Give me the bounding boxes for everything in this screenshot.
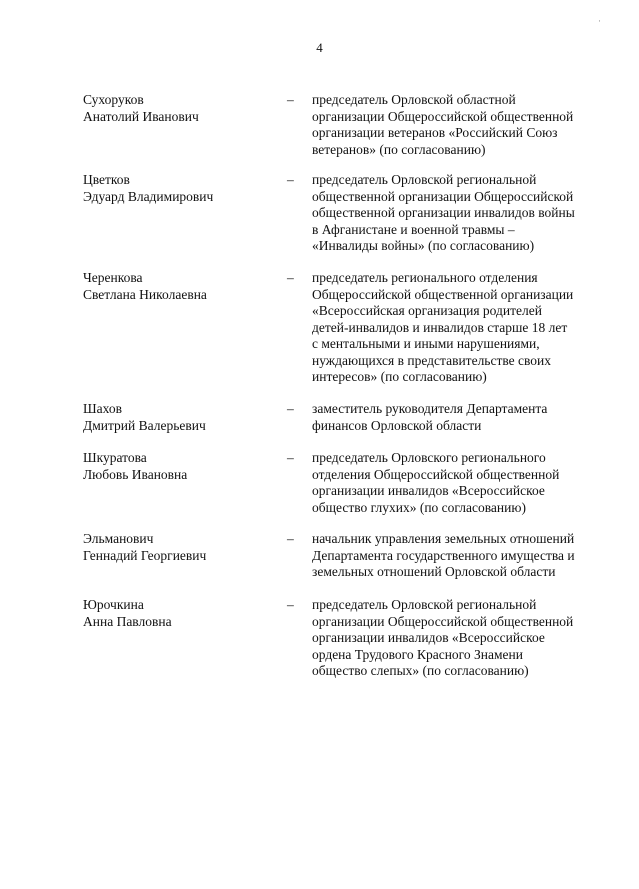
member-position (312, 531, 602, 581)
position-line: ветеранов» (по согласованию) (312, 141, 486, 157)
member-given-names: Геннадий Георгиевич (83, 547, 207, 563)
position-line: «Всероссийская организация родителей (312, 303, 542, 318)
member-given-names: Анатолий Иванович (83, 108, 199, 124)
position-line: общество глухих» (по согласованию) (312, 499, 526, 515)
member-position (312, 172, 602, 255)
position-line: «Инвалиды войны» (по согласованию) (312, 238, 535, 253)
member-surname: Шкуратова (83, 450, 147, 465)
position-line: Департамента государственного имущества и (312, 547, 575, 563)
position-line: организации Общероссийской общественной (312, 108, 574, 124)
position-line: начальник управления земельных отношений (312, 531, 575, 546)
position-line: председатель Орловской региональной (312, 172, 537, 187)
position-line: организации инвалидов «Всероссийское (312, 483, 545, 498)
member-position (312, 401, 602, 434)
position-line: Общероссийской общественной организации (312, 286, 574, 302)
member-surname: Шахов (83, 401, 122, 416)
member-surname: Эльманович (83, 531, 154, 546)
position-line: организации инвалидов «Всероссийское (312, 630, 545, 645)
dash-separator: – (287, 401, 294, 416)
position-line: отделения Общероссийской общественной (312, 466, 560, 482)
member-given-names: Эдуард Владимирович (83, 188, 214, 204)
dash-separator: – (287, 450, 294, 465)
dash-separator: – (287, 597, 294, 612)
member-surname: Цветков (83, 172, 130, 187)
page-number: 4 (316, 40, 323, 55)
member-name (83, 401, 278, 434)
position-line: в Афганистане и военной травмы – (312, 221, 515, 237)
position-line: интересов» (по согласованию) (312, 369, 487, 384)
dash-separator: – (287, 270, 294, 285)
position-line: общество слепых» (по согласованию) (312, 663, 529, 678)
position-line: финансов Орловской области (312, 417, 482, 433)
dash-separator: – (287, 172, 294, 187)
member-name (83, 531, 278, 564)
position-line: председатель Орловского регионального (312, 450, 546, 465)
member-name (83, 597, 278, 630)
member-position (312, 270, 602, 386)
position-line: детей-инвалидов и инвалидов старше 18 лет (312, 319, 568, 335)
member-position (312, 92, 602, 158)
member-name (83, 92, 278, 125)
position-line: общественной организации инвалидов войны (312, 205, 575, 220)
member-given-names: Любовь Ивановна (83, 466, 188, 482)
member-given-names: Анна Павловна (83, 613, 172, 629)
position-line: ордена Трудового Красного Знамени (312, 646, 523, 662)
member-surname: Черенкова (83, 270, 143, 285)
position-line: председатель регионального отделения (312, 270, 538, 285)
member-name (83, 270, 278, 303)
position-line: с ментальными и иными нарушениями, (312, 336, 540, 351)
position-line: организации Общероссийской общественной (312, 613, 574, 629)
member-name (83, 172, 278, 205)
dash-separator: – (287, 92, 294, 107)
position-line: председатель Орловской областной (312, 92, 516, 107)
member-position (312, 597, 602, 680)
member-given-names: Светлана Николаевна (83, 286, 207, 302)
position-line: нуждающихся в представительстве своих (312, 352, 552, 368)
member-given-names: Дмитрий Валерьевич (83, 417, 206, 433)
position-line: организации ветеранов «Российский Союз (312, 125, 558, 140)
dash-separator: – (287, 531, 294, 546)
position-line: заместитель руководителя Департамента (312, 401, 548, 416)
position-line: председатель Орловской региональной (312, 597, 537, 612)
corner-mark: · (598, 16, 601, 26)
member-surname: Сухоруков (83, 92, 144, 107)
position-line: земельных отношений Орловской области (312, 564, 556, 579)
member-name (83, 450, 278, 483)
member-position (312, 450, 602, 516)
position-line: общественной организации Общероссийской (312, 188, 574, 204)
member-surname: Юрочкина (83, 597, 144, 612)
